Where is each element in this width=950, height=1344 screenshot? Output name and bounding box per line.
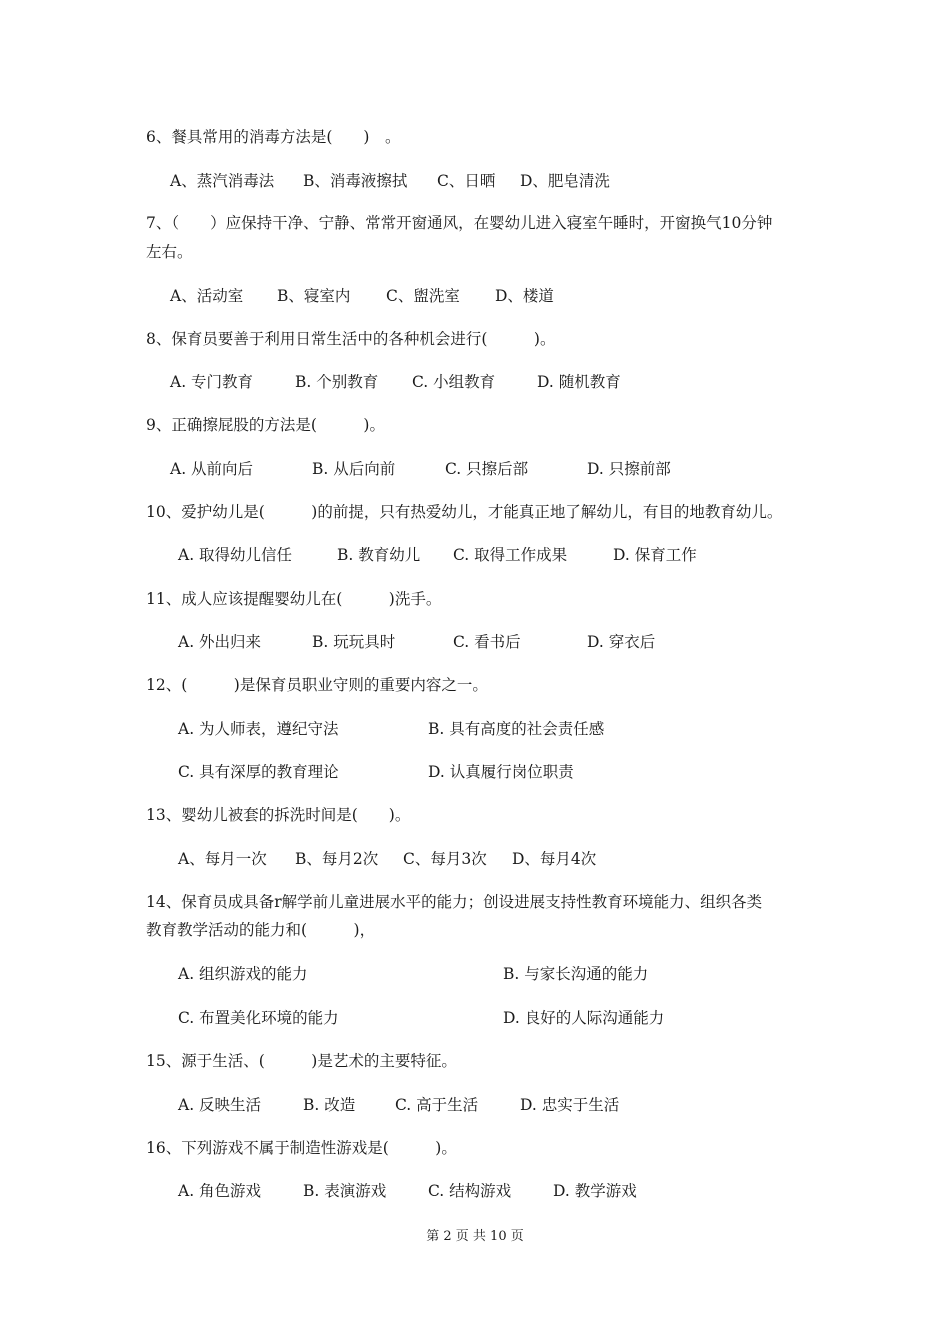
option-c: C. 布置美化环境的能力 [178, 1009, 339, 1027]
option-a: A. 为人师表，遵纪守法 [178, 720, 339, 738]
option-a: A. 取得幼儿信任 [178, 546, 293, 564]
question-14-options-row2 [0, 1008, 950, 1028]
question-8-options [0, 372, 950, 392]
question-10-options [0, 545, 950, 565]
option-a: A. 组织游戏的能力 [178, 965, 308, 983]
option-c: C. 小组教育 [412, 373, 496, 391]
option-d: D、每月4次 [512, 850, 597, 868]
question-14-stem-line2: 教育教学活动的能力和( )， [146, 921, 376, 939]
option-c: C、每月3次 [403, 850, 487, 868]
option-d: D、肥皂清洗 [520, 172, 610, 190]
question-14-options-row1 [0, 964, 950, 984]
page-footer: 第 2 页 共 10 页 [426, 1229, 524, 1244]
option-b: B. 从后向前 [312, 460, 396, 478]
option-a: A. 从前向后 [170, 460, 254, 478]
option-b: B. 表演游戏 [303, 1182, 387, 1200]
option-c: C. 结构游戏 [428, 1182, 512, 1200]
question-7-options [0, 286, 950, 306]
question-15-stem: 15、源于生活、( )是艺术的主要特征。 [146, 1052, 457, 1070]
option-a: A. 角色游戏 [178, 1182, 262, 1200]
option-a: A. 反映生活 [178, 1096, 262, 1114]
question-8-stem: 8、保育员要善于利用日常生活中的各种机会进行( )。 [146, 330, 556, 348]
option-c: C. 只擦后部 [445, 460, 529, 478]
option-a: A. 外出归来 [178, 633, 262, 651]
option-c: C. 具有深厚的教育理论 [178, 763, 339, 781]
option-b: B. 玩玩具时 [312, 633, 396, 651]
question-12-options-row2 [0, 762, 950, 782]
option-c: C. 看书后 [453, 633, 521, 651]
option-a: A、每月一次 [178, 850, 267, 868]
question-13-stem: 13、婴幼儿被套的拆洗时间是( )。 [146, 806, 411, 824]
option-d: D. 良好的人际沟通能力 [503, 1009, 665, 1027]
option-d: D. 随机教育 [537, 373, 621, 391]
question-15-options [0, 1095, 950, 1115]
option-b: B. 改造 [303, 1096, 356, 1114]
option-b: B. 教育幼儿 [337, 546, 421, 564]
option-d: D. 认真履行岗位职责 [428, 763, 574, 781]
option-b: B. 个别教育 [295, 373, 379, 391]
option-b: B、每月2次 [295, 850, 379, 868]
option-b: B. 具有高度的社会责任感 [428, 720, 605, 738]
question-7-stem-line1: 7、（ ）应保持干净、宁静、常常开窗通风，在婴幼儿进入寝室午睡时，开窗换气10分钟 [146, 214, 773, 232]
question-11-options [0, 632, 950, 652]
option-a: A. 专门教育 [170, 373, 254, 391]
option-c: C. 高于生活 [395, 1096, 479, 1114]
option-c: C、盥洗室 [386, 287, 460, 305]
question-6-options [0, 171, 950, 191]
option-d: D. 教学游戏 [553, 1182, 637, 1200]
option-a: A、活动室 [170, 287, 244, 305]
option-d: D. 忠实于生活 [520, 1096, 620, 1114]
question-10-stem: 10、爱护幼儿是( )的前提，只有热爱幼儿，才能真正地了解幼儿，有目的地教育幼儿。 [146, 503, 783, 521]
question-16-stem: 16、下列游戏不属于制造性游戏是( )。 [146, 1139, 457, 1157]
question-14-stem-line1: 14、保育员成具备r解学前儿童进展水平的能力；创设进展支持性教育环境能力、组织各类 [146, 893, 763, 911]
question-13-options [0, 849, 950, 869]
question-12-options-row1 [0, 719, 950, 739]
question-11-stem: 11、成人应该提醒婴幼儿在( )洗手。 [146, 590, 442, 608]
option-b: B、消毒液擦拭 [303, 172, 408, 190]
option-d: D. 保育工作 [613, 546, 697, 564]
option-c: C、日晒 [437, 172, 496, 190]
question-9-options [0, 459, 950, 479]
option-d: D. 穿衣后 [587, 633, 656, 651]
option-d: D、楼道 [495, 287, 554, 305]
option-d: D. 只擦前部 [587, 460, 671, 478]
question-12-stem: 12、( )是保育员职业守则的重要内容之一。 [146, 676, 488, 694]
option-c: C. 取得工作成果 [453, 546, 568, 564]
option-a: A、蒸汽消毒法 [170, 172, 275, 190]
question-6-stem: 6、餐具常用的消毒方法是( ) 。 [146, 128, 401, 146]
option-b: B. 与家长沟通的能力 [503, 965, 649, 983]
option-b: B、寝室内 [277, 287, 351, 305]
question-7-stem-line2: 左右。 [146, 243, 193, 261]
question-16-options [0, 1181, 950, 1201]
question-9-stem: 9、正确擦屁股的方法是( )。 [146, 416, 385, 434]
